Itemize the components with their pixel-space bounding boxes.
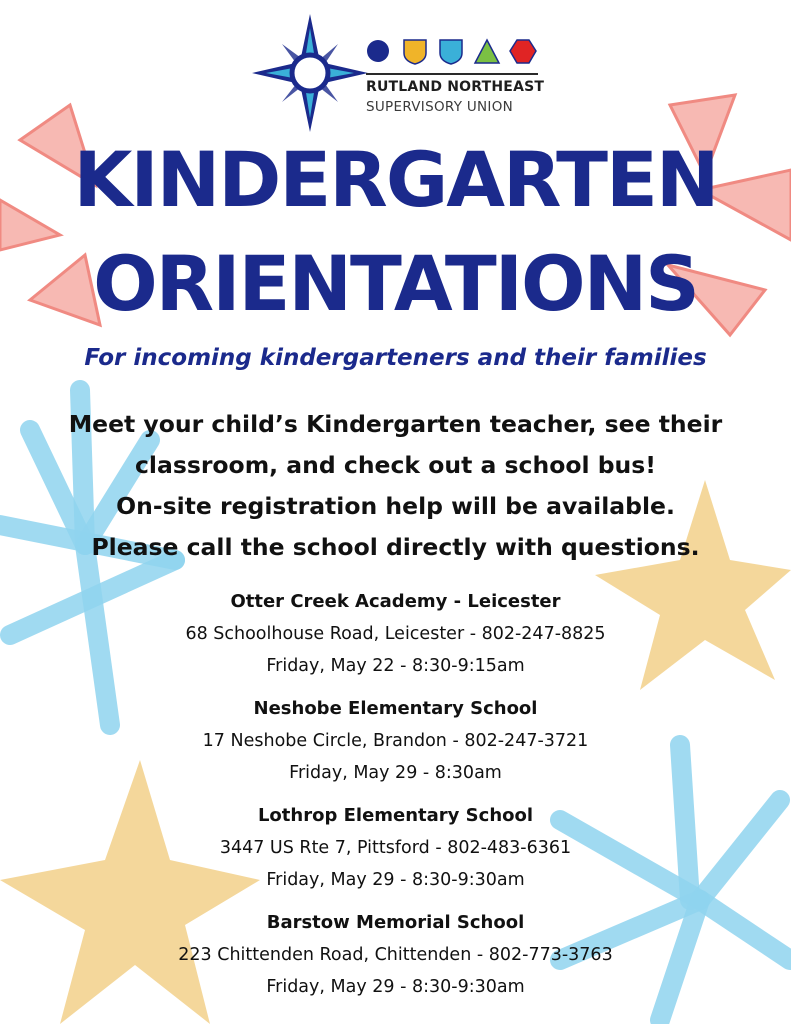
shield-icon xyxy=(440,40,462,64)
intro-line: Please call the school directly with questions. xyxy=(91,533,700,561)
school-name: Lothrop Elementary School xyxy=(257,805,534,826)
logo-divider xyxy=(366,73,538,75)
org-name: RUTLAND NORTHEAST xyxy=(366,79,545,95)
school-date: Friday, May 29 - 8:30am xyxy=(289,763,502,783)
school-entry xyxy=(0,586,791,682)
school-date: Friday, May 29 - 8:30-9:30am xyxy=(266,977,525,997)
intro-line: On-site registration help will be available. xyxy=(116,492,675,520)
circle-icon xyxy=(367,40,389,62)
intro-line: classroom, and check out a school bus! xyxy=(135,451,656,479)
school-entry xyxy=(0,800,791,896)
school-name: Neshobe Elementary School xyxy=(253,698,538,719)
shield-icon xyxy=(404,40,426,64)
school-address: 17 Neshobe Circle, Brandon - 802-247-3721 xyxy=(202,731,589,751)
school-date: Friday, May 29 - 8:30-9:30am xyxy=(266,870,525,890)
school-address: 3447 US Rte 7, Pittsford - 802-483-6361 xyxy=(219,838,572,858)
school-name: Barstow Memorial School xyxy=(266,912,525,933)
school-list xyxy=(0,586,791,1014)
page-title-line1: KINDERGARTEN xyxy=(73,135,718,224)
shape-icons-row xyxy=(366,37,544,65)
triangle-icon xyxy=(475,40,499,63)
school-address: 68 Schoolhouse Road, Leicester - 802-247-8825 xyxy=(185,624,606,644)
school-entry xyxy=(0,693,791,789)
page-title-line2: ORIENTATIONS xyxy=(93,239,698,328)
intro-text xyxy=(0,404,791,568)
school-address: 223 Chittenden Road, Chittenden - 802-773-3763 xyxy=(178,945,613,965)
hexagon-icon xyxy=(510,40,536,63)
school-date: Friday, May 22 - 8:30-9:15am xyxy=(266,656,525,676)
school-entry xyxy=(0,907,791,1003)
org-subname: SUPERVISORY UNION xyxy=(366,99,514,115)
intro-line: Meet your child’s Kindergarten teacher, see their xyxy=(68,410,723,438)
subtitle: For incoming kindergarteners and their families xyxy=(84,345,707,371)
compass-star-icon xyxy=(252,14,368,132)
school-name: Otter Creek Academy - Leicester xyxy=(230,591,561,612)
